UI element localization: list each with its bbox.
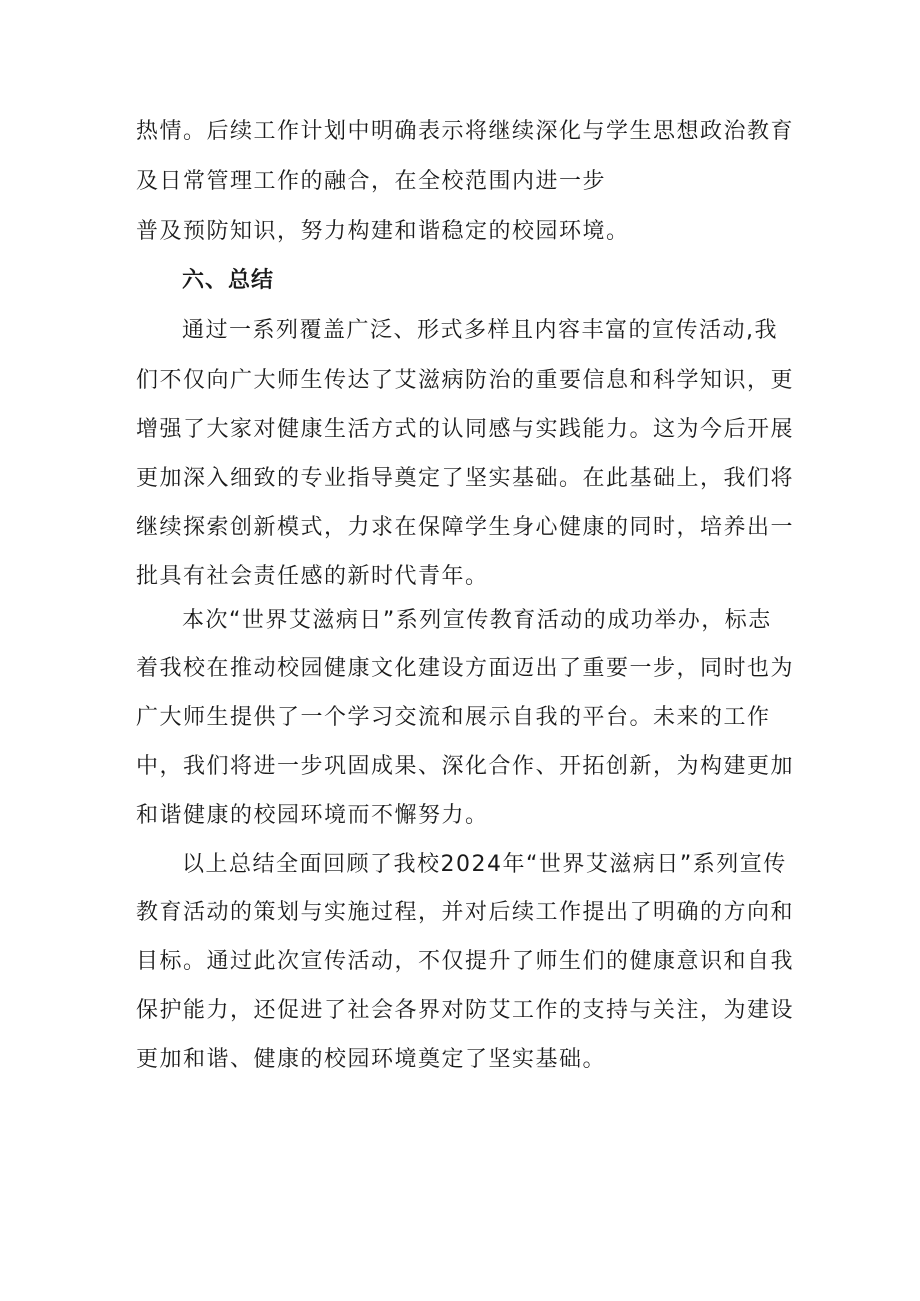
paragraph-3-line-3: 目标。通过此次宣传活动，不仅提升了师生们的健康意识和自我 bbox=[136, 949, 795, 974]
intro-line-3: 普及预防知识，努力构建和谐稳定的校园环境。 bbox=[136, 219, 630, 244]
intro-line-1: 热情。后续工作计划中明确表示将继续深化与学生思想政治教育 bbox=[136, 119, 795, 144]
paragraph-3-line-5: 更加和谐、健康的校园环境奠定了坚实基础。 bbox=[136, 1047, 607, 1072]
paragraph-1-line-1: 通过一系列覆盖广泛、形式多样且内容丰富的宣传活动,我 bbox=[182, 318, 778, 343]
paragraph-2-line-5: 和谐健康的校园环境而不懈努力。 bbox=[136, 803, 489, 828]
paragraph-2-line-4: 中，我们将进一步巩固成果、深化合作、开拓创新，为构建更加 bbox=[136, 754, 795, 779]
paragraph-1-line-2: 们不仅向广大师生传达了艾滋病防治的重要信息和科学知识，更 bbox=[136, 368, 795, 393]
paragraph-1-line-5: 继续探索创新模式，力求在保障学生身心健康的同时，培养出一 bbox=[136, 515, 795, 540]
paragraph-1-line-3: 增强了大家对健康生活方式的认同感与实践能力。这为今后开展 bbox=[136, 417, 795, 442]
paragraph-3-line-1: 以上总结全面回顾了我校2024年“世界艾滋病日”系列宣传 bbox=[182, 852, 787, 877]
intro-line-2: 及日常管理工作的融合，在全校范围内进一步 bbox=[136, 169, 607, 194]
section-heading: 六、总结 bbox=[182, 268, 275, 293]
paragraph-2-line-3: 广大师生提供了一个学习交流和展示自我的平台。未来的工作 bbox=[136, 705, 771, 730]
paragraph-3-line-2: 教育活动的策划与实施过程，并对后续工作提出了明确的方向和 bbox=[136, 900, 795, 925]
paragraph-1-line-6: 批具有社会责任感的新时代青年。 bbox=[136, 564, 489, 589]
paragraph-3-line-4: 保护能力，还促进了社会各界对防艾工作的支持与关注，为建设 bbox=[136, 998, 795, 1023]
paragraph-2-line-2: 着我校在推动校园健康文化建设方面迈出了重要一步，同时也为 bbox=[136, 656, 795, 681]
paragraph-1-line-4: 更加深入细致的专业指导奠定了坚实基础。在此基础上，我们将 bbox=[136, 466, 795, 491]
paragraph-2-line-1: 本次“世界艾滋病日”系列宣传教育活动的成功举办，标志 bbox=[182, 608, 772, 633]
